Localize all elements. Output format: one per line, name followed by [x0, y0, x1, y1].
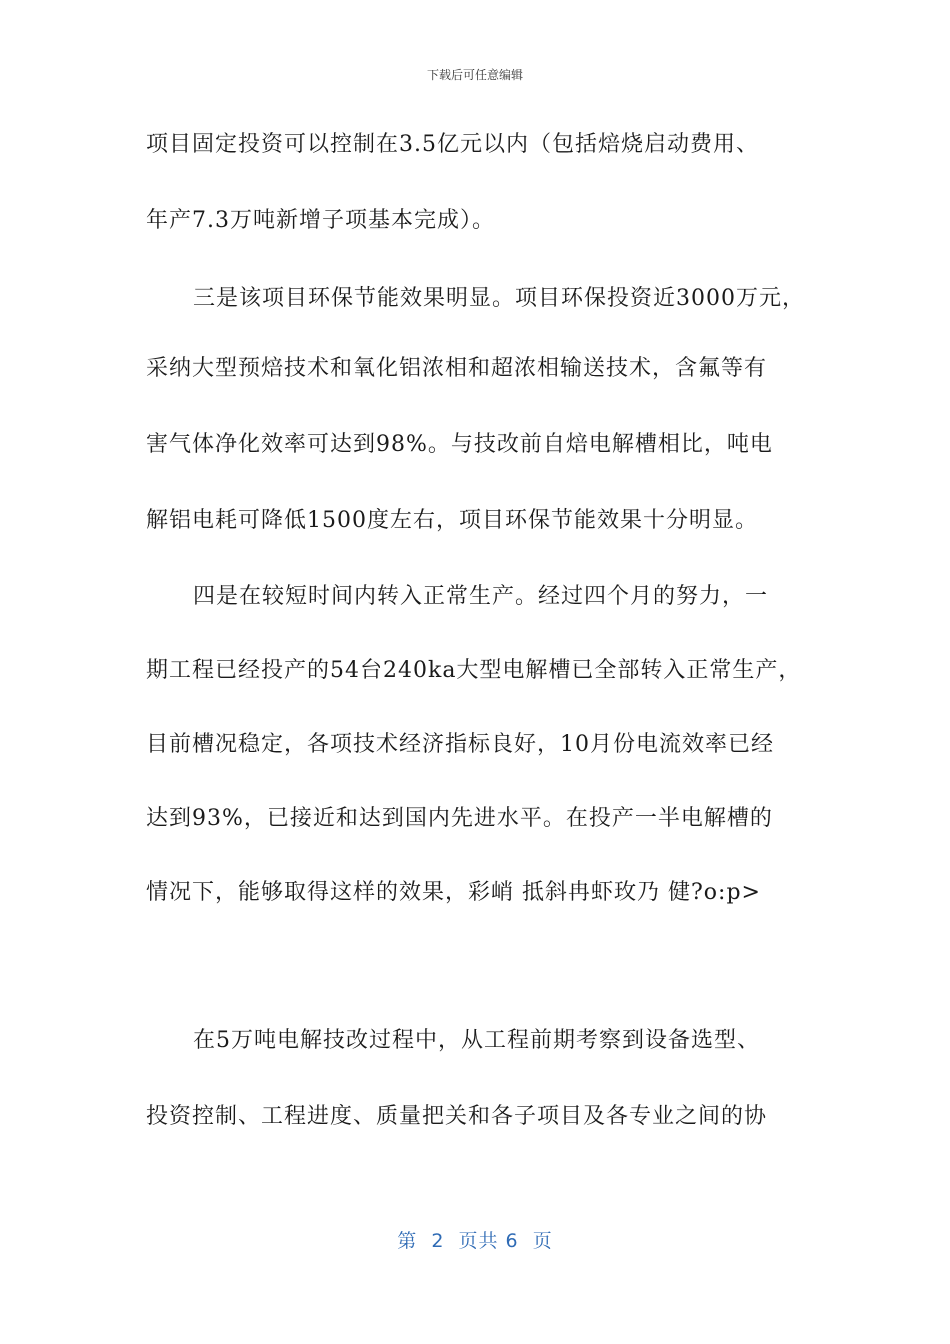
paragraph-start-line: 三是该项目环保节能效果明显。项目环保投资近3000万元，: [193, 286, 805, 311]
paragraph-start-line: 四是在较短时间内转入正常生产。经过四个月的努力，一: [193, 584, 769, 609]
text-line: 解铝电耗可降低1500度左右，项目环保节能效果十分明显。: [146, 508, 758, 533]
text-line: 投资控制、工程进度、质量把关和各子项目及各专业之间的协: [146, 1104, 768, 1129]
text-line: 期工程已经投产的54台240ka大型电解槽已全部转入正常生产，: [146, 658, 802, 683]
text-line: 害气体净化效率可达到98%。与技改前自焙电解槽相比，吨电: [146, 432, 773, 457]
page-number-footer: 第 2 页共 6 页: [397, 1230, 553, 1252]
text-line: 目前槽况稳定，各项技术经济指标良好，10月份电流效率已经: [146, 732, 774, 757]
text-line: 达到93%，已接近和达到国内先进水平。在投产一半电解槽的: [146, 806, 773, 831]
text-line: 情况下，能够取得这样的效果，彩峭 抵斜冉虾玫乃 健?o:p>: [146, 880, 761, 905]
paragraph-start-line: 在5万吨电解技改过程中，从工程前期考察到设备选型、: [193, 1028, 760, 1053]
text-line: 年产7.3万吨新增子项基本完成）。: [146, 208, 495, 233]
page-header: 下载后可任意编辑: [426, 68, 523, 82]
text-line: 采纳大型预焙技术和氧化铝浓相和超浓相输送技术，含氟等有: [146, 356, 768, 381]
text-line: 项目固定投资可以控制在3.5亿元以内（包括焙烧启动费用、: [146, 132, 759, 157]
